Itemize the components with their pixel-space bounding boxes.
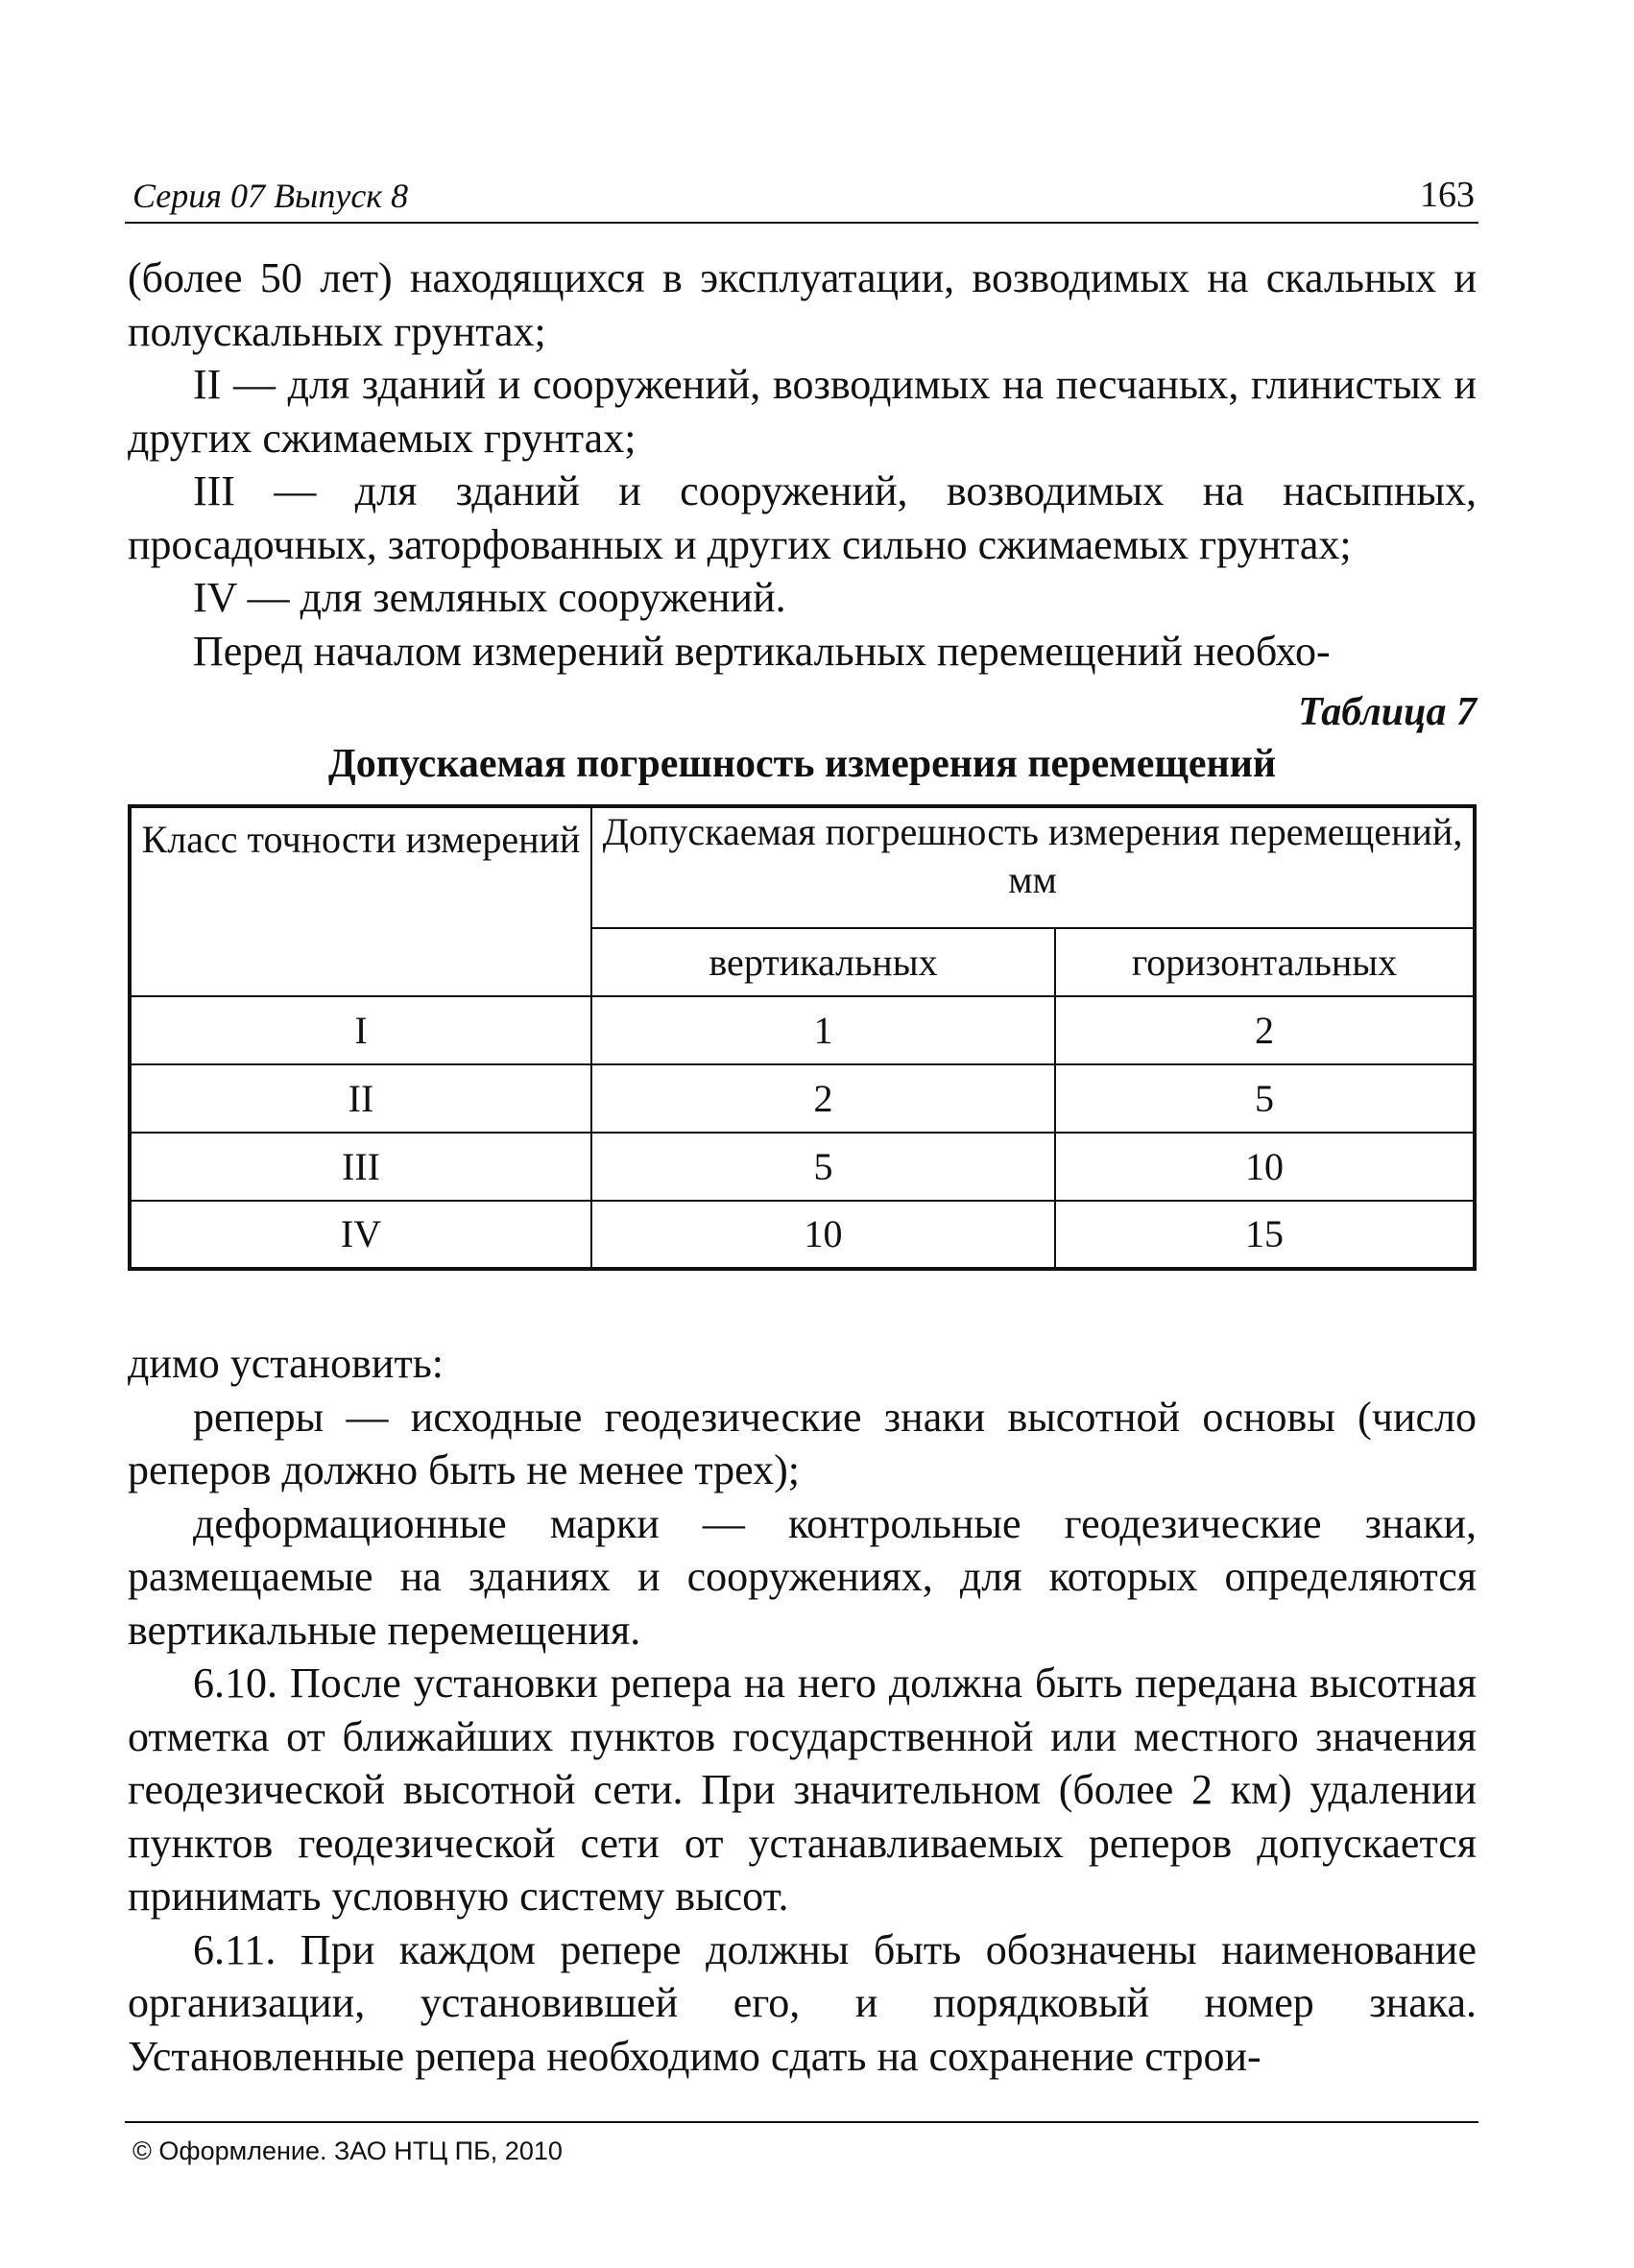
horizontal-cell: 15 [1055, 1201, 1475, 1269]
page-number: 163 [1420, 175, 1475, 215]
page-header [125, 168, 1478, 224]
paragraph: III — для зданий и сооружений, возводимых на насыпных, просадочных, заторфованных и других сильно сжимаемых грунтах; [128, 467, 1477, 568]
tolerance-table [128, 804, 1477, 1271]
horizontal-cell: 10 [1055, 1133, 1475, 1201]
horizontal-cell: 5 [1055, 1064, 1475, 1133]
series-label: Серия 07 Выпуск 8 [132, 177, 409, 215]
bottom-text [128, 1337, 1477, 2083]
table-title: Допускаемая погрешность измерения перемещений [327, 742, 1277, 786]
vertical-cell: 2 [591, 1064, 1055, 1133]
paragraph: 6.11. При каждом репере должны быть обозначены наименование организации, установившей его, и порядковый номер знака. Установленные репера необходимо сдать на сохранение строи- [128, 1925, 1477, 2080]
vertical-cell: 1 [591, 996, 1055, 1064]
top-text [128, 251, 1477, 678]
paragraph: деформационные марки — контрольные геодезические знаки, размещаемые на зданиях и сооружениях, для которых определяются вертикальные перемещения. [128, 1499, 1477, 1654]
class-cell: III [130, 1133, 591, 1201]
vertical-cell: 5 [591, 1133, 1055, 1201]
paragraph: 6.10. После установки репера на него должна быть передана высотная отметка от ближайших пунктов государственной или местного значения геодезической высотной сети. При значительном (более 2 км) удалении пунктов геодезической сети от устанавливаемых реперов допускается принимать условную систему высот. [128, 1659, 1477, 1920]
paragraph: II — для зданий и сооружений, возводимых на песчаных, глинистых и других сжимаемых грунтах; [128, 361, 1477, 462]
class-cell: IV [130, 1201, 591, 1269]
table-row [130, 1133, 1475, 1201]
vertical-cell: 10 [591, 1201, 1055, 1269]
header-horizontal-cell: горизонтальных [1055, 928, 1475, 996]
paragraph: димо установить: [128, 1340, 444, 1387]
header-error-cell: Допускаемая погрешность измерения перемещений, мм [591, 806, 1475, 928]
table-row [130, 1201, 1475, 1269]
table-row [130, 996, 1475, 1064]
header-class-cell: Класс точности измерений [130, 806, 591, 996]
header-vertical-cell: вертикальных [591, 928, 1055, 996]
paragraph: (более 50 лет) находящихся в эксплуатации, возводимых на скальных и полускальных грунтах; [128, 254, 1477, 355]
paragraph: реперы — исходные геодезические знаки высотной основы (число реперов должно быть не менее трех); [128, 1393, 1477, 1493]
class-cell: I [130, 996, 591, 1064]
class-cell: II [130, 1064, 591, 1133]
copyright-text: © Оформление. ЗАО НТЦ ПБ, 2010 [132, 2137, 563, 2165]
table-caption: Таблица 7 [1298, 690, 1477, 734]
paragraph: IV — для земляных сооружений. [193, 574, 786, 621]
table-row [130, 1064, 1475, 1133]
paragraph: Перед началом измерений вертикальных перемещений необхо- [193, 627, 1331, 675]
page-footer [125, 2121, 1478, 2165]
horizontal-cell: 2 [1055, 996, 1475, 1064]
